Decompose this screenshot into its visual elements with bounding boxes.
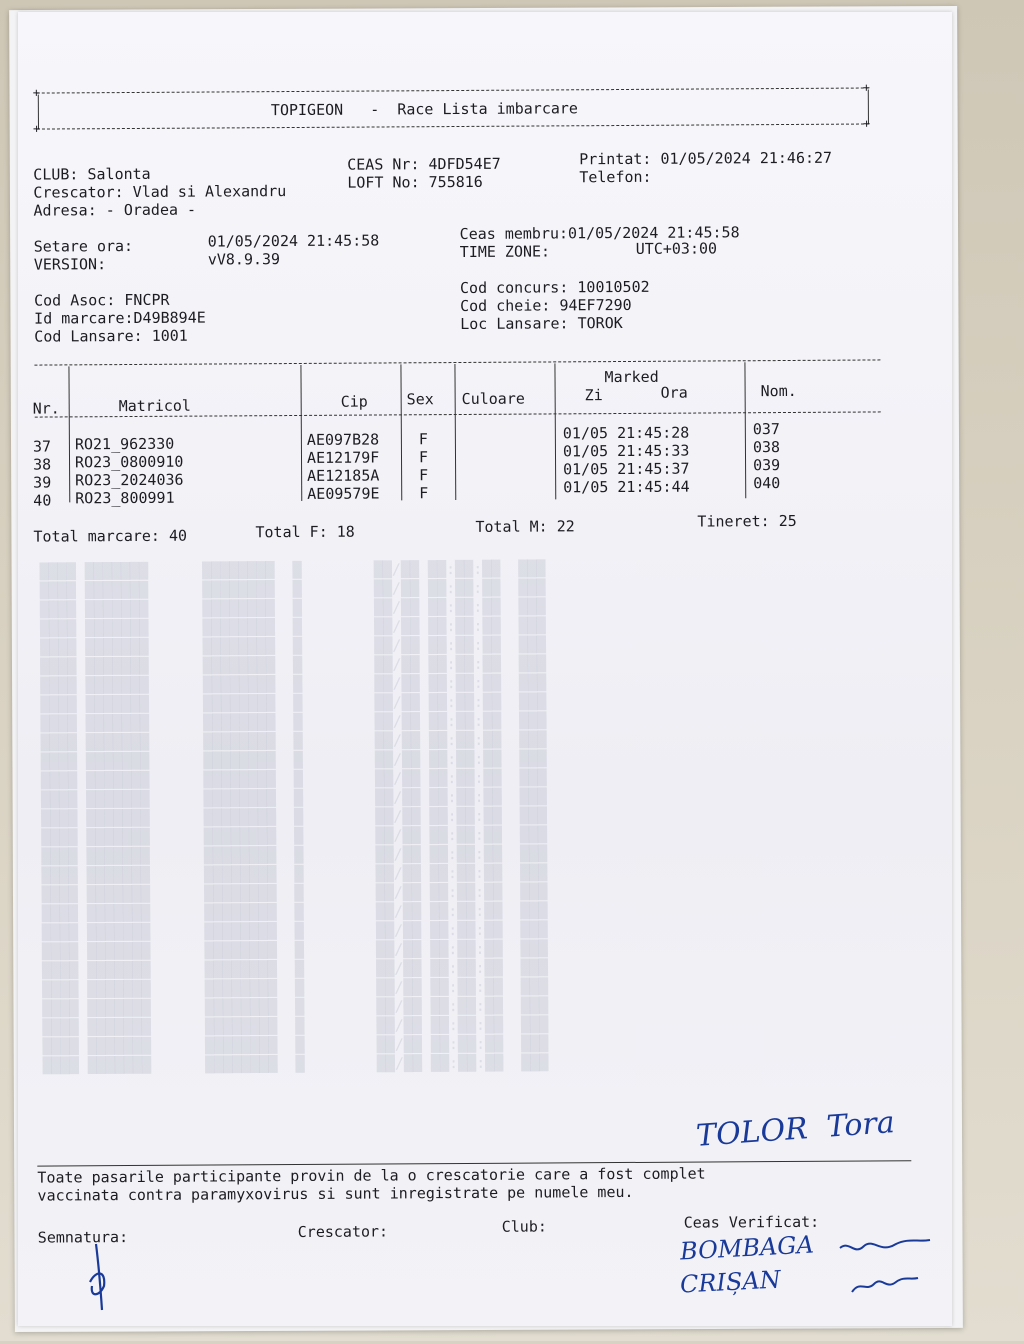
bleed-through-texture: ████ ███████ ████████ █ ██/██ ██:██:██ ███ ████ ███████ ████████ █ ██/██ ██:██:██ ███ ████ ███████ ████████ █ ██/██ ██:██:██ ███ ████ ███████ ████████ █ ██/██ ██:██:██ ███ ████ ███████ ████████ █ ██/██ ██:██:██ ███ ████ ███████ ████████ █ ██/██ ██:██:██ ███ ████ ███████ ████████ █ ██/██ ██:██:██ ███ ████ ███████ ████████ █ ██/██ ██:██:██ ███ ████ ███████ ████████ █ ██/██ ██:██:██ ███ ████ ███████ ████████ █ ██/██ ██:██:██ ███ ████ ███████ ████████ █ ██/██ ██:██:██ ███ ████ ███████ ████████ █ ██/██ ██:██:██ ███ ████ ███████ ████████ █ ██/██ ██:██:██ ███ ████ ███████ ████████ █ ██/██ ██:██:██ ███ ████ ███████ ████████ █ ██/██ ██:██:██ ███ ████ ███████ ████████ █ ██/██ ██:██:██ ███ ████ ███████ ████████ █ ██/██ ██:██:██ ███ ████ ███████ ████████ █ ██/██ ██:██:██ ███ ████ ███████ ████████ █ ██/██ ██:██:██ ███ ████ ███████ ████████ █ ██/██ ██:██:██ ███ ████ ███████ ████████ █ ██/██ ██:██:██ ███ ████ ███████ ████████ █ ██/██ ██:██:██ ███ ████ ███████ ████████ █ ██/██ ██:██:██ ███ ████ ███████ ████████ █ ██/██ ██:██:██ ███ ████ ███████ ████████ █ ██/██ ██:██:██ ███ ████ ███████ ████████ █ ██/██ ██:██:██ ███ ████ ███████ ████████ █ ██/██ ██:██:██ ███ (39, 559, 549, 1075)
row-nom: 040 (753, 474, 781, 493)
row-nom: 039 (753, 456, 781, 475)
cod-cheie: Cod cheie: 94EF7290 (460, 295, 632, 315)
setare-ora-label: Setare ora: (33, 236, 134, 256)
cod-asoc: Cod Asoc: FNCPR (33, 290, 170, 310)
adresa: Adresa: - Oradea - (33, 200, 197, 220)
declaration-line-2: vaccinata contra paramyxovirus si sunt inregistrate pe numele meu. (37, 1182, 634, 1205)
crescator-name: Crescator: Vlad si Alexandru (33, 182, 287, 202)
row-nr: 40 (33, 491, 52, 510)
row-nom: 037 (752, 420, 780, 439)
ceas-membru: Ceas membru:01/05/2024 21:45:58 (459, 223, 740, 243)
corner-mark: + (32, 85, 41, 100)
row-cip: AE12179F (306, 448, 380, 467)
time-zone-label: TIME ZONE: (459, 242, 551, 261)
corner-mark: + (862, 116, 871, 131)
column-header-sex: Sex (406, 390, 434, 409)
total-m: Total M: 22 (475, 517, 575, 536)
column-divider (744, 362, 746, 498)
row-marked: 01/05 21:45:33 (562, 441, 690, 461)
row-cip: AE09579E (307, 484, 380, 503)
corner-mark: + (32, 121, 41, 136)
row-cip: AE097B28 (306, 430, 380, 449)
handwritten-note-top: TOLOR Tora (695, 1105, 896, 1154)
row-sex: F (419, 466, 429, 485)
row-nr: 37 (32, 437, 52, 456)
declaration-line-1: Toate pasarile participante provin de la o crescatorie care a fost complet (37, 1164, 706, 1187)
total-marcare: Total marcare: 40 (33, 526, 188, 546)
row-nr: 38 (32, 455, 52, 474)
row-marked: 01/05 21:45:37 (563, 459, 690, 479)
print-timestamp: Printat: 01/05/2024 21:46:27 (579, 148, 833, 169)
column-header-cip: Cip (340, 392, 368, 411)
table-top-border (34, 359, 880, 365)
column-header-zi: Zi (584, 386, 603, 405)
club-name: CLUB: Salonta (33, 164, 151, 184)
club-label: Club: (501, 1217, 547, 1236)
corner-mark: + (862, 80, 871, 95)
column-divider (68, 366, 70, 502)
row-sex: F (418, 448, 429, 467)
row-marked: 01/05 21:45:44 (563, 477, 690, 497)
column-divider (454, 364, 456, 500)
loc-lansare: Loc Lansare: TOROK (460, 314, 623, 333)
column-header-culoare: Culoare (461, 389, 525, 408)
crescator-label: Crescator: (297, 1222, 389, 1242)
handwritten-name-2: CRIȘAN (679, 1265, 782, 1299)
row-matricol: RO23_0800910 (74, 452, 184, 472)
row-marked: 01/05 21:45:28 (562, 423, 690, 443)
time-zone-value: UTC+03:00 (635, 239, 718, 258)
row-matricol: RO21_962330 (74, 434, 175, 454)
column-divider (554, 363, 556, 499)
row-matricol: RO23_800991 (75, 488, 175, 508)
ceas-nr: CEAS Nr: 4DFD54E7 (347, 154, 501, 174)
column-header-matricol: Matricol (118, 396, 191, 416)
row-matricol: RO23_2024036 (75, 470, 184, 490)
handwritten-name-1: BOMBAGA (679, 1230, 815, 1266)
setare-ora-value: 01/05/2024 21:45:58 (207, 231, 380, 251)
telefon: Telefon: (579, 167, 652, 187)
version-value: vV8.9.39 (207, 250, 281, 269)
signature-scribble (80, 1240, 320, 1320)
header-top-border (37, 87, 869, 93)
column-divider (300, 365, 302, 501)
cod-lansare: Cod Lansare: 1001 (34, 326, 188, 346)
row-nr: 39 (33, 473, 52, 492)
cod-concurs: Cod concurs: 10010502 (459, 277, 650, 297)
column-header-ora: Ora (660, 383, 688, 402)
id-marcare: Id marcare:D49B894E (34, 308, 206, 328)
column-divider (400, 364, 402, 500)
header-bottom-border (37, 123, 869, 129)
column-header-nom: Nom. (760, 381, 797, 401)
column-header-nr: Nr. (32, 399, 60, 418)
document-title: TOPIGEON - Race Lista imbarcare (270, 99, 578, 120)
total-f: Total F: 18 (255, 522, 355, 542)
semnatura-label: Semnatura: (37, 1228, 129, 1247)
row-nom: 038 (752, 438, 781, 457)
loft-no: LOFT No: 755816 (347, 172, 483, 192)
row-sex: F (418, 430, 428, 449)
row-sex: F (419, 484, 429, 503)
column-header-marked: Marked (604, 367, 659, 387)
row-cip: AE12185A (307, 466, 380, 485)
ceas-verificat-label: Ceas Verificat: (683, 1212, 820, 1232)
tineret: Tineret: 25 (697, 511, 797, 531)
initials-scribble (820, 1230, 950, 1300)
version-label: VERSION: (33, 255, 107, 274)
